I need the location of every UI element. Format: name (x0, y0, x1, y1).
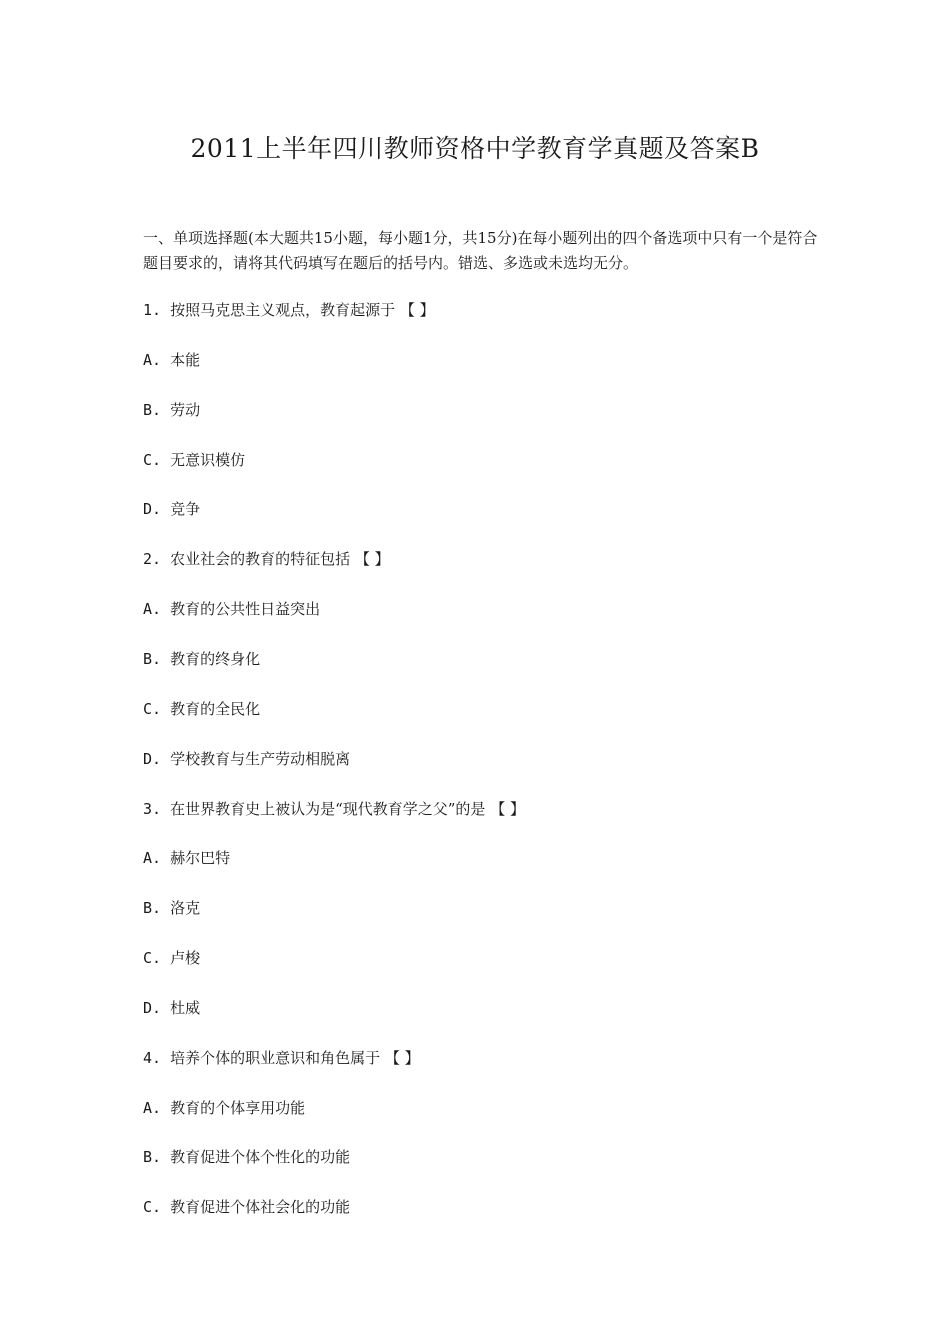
option-text: 赫尔巴特 (170, 849, 231, 867)
question-text: 按照马克思主义观点，教育起源于 【 】 (170, 301, 435, 319)
question-text: 培养个体的职业意识和角色属于 【 】 (170, 1049, 420, 1067)
option-text: 杜威 (170, 999, 201, 1017)
option-text: 教育的公共性日益突出 (170, 600, 321, 618)
answer-option (143, 1097, 305, 1119)
option-letter: D. (143, 750, 162, 768)
option-letter: B. (143, 899, 162, 917)
answer-option (143, 847, 230, 869)
option-letter: A. (143, 1099, 162, 1117)
option-letter: C. (143, 949, 162, 967)
option-text: 教育促进个体社会化的功能 (170, 1198, 351, 1216)
question-number: 3. (143, 800, 162, 818)
answer-option (143, 498, 200, 520)
option-text: 卢梭 (170, 949, 201, 967)
answer-option (143, 897, 200, 919)
option-text: 劳动 (170, 401, 201, 419)
option-text: 本能 (170, 351, 201, 369)
option-text: 教育促进个体个性化的功能 (170, 1148, 351, 1166)
answer-option (143, 598, 320, 620)
answer-option (143, 1146, 350, 1168)
option-letter: D. (143, 999, 162, 1017)
question-number: 4. (143, 1049, 162, 1067)
option-letter: B. (143, 401, 162, 419)
question-stem (143, 798, 525, 820)
question-stem (143, 1047, 420, 1069)
option-letter: C. (143, 1198, 162, 1216)
option-text: 教育的个体享用功能 (170, 1099, 306, 1117)
option-letter: B. (143, 1148, 162, 1166)
question-number: 2. (143, 550, 162, 568)
option-letter: A. (143, 600, 162, 618)
answer-option (143, 399, 200, 421)
question-stem (143, 299, 435, 321)
option-text: 无意识模仿 (170, 451, 246, 469)
option-text: 学校教育与生产劳动相脱离 (170, 750, 351, 768)
answer-option (143, 698, 260, 720)
question-text: 在世界教育史上被认为是“现代教育学之父”的是 【 】 (170, 800, 525, 818)
answer-option (143, 748, 350, 770)
option-text: 洛克 (170, 899, 201, 917)
option-letter: B. (143, 650, 162, 668)
answer-option (143, 1196, 350, 1218)
question-stem (143, 548, 390, 570)
option-letter: D. (143, 500, 162, 518)
option-text: 教育的终身化 (170, 650, 261, 668)
answer-option (143, 449, 245, 471)
question-text: 农业社会的教育的特征包括 【 】 (170, 550, 390, 568)
option-text: 竞争 (170, 500, 201, 518)
answer-option (143, 997, 200, 1019)
answer-option (143, 947, 200, 969)
section-intro: 一、单项选择题(本大题共15小题，每小题1分，共15分)在每小题列出的四个备选项中只有一个是符合题目要求的，请将其代码填写在题后的括号内。错选、多选或未选均无分。 (143, 229, 818, 272)
option-letter: A. (143, 351, 162, 369)
option-letter: A. (143, 849, 162, 867)
option-letter: C. (143, 700, 162, 718)
option-text: 教育的全民化 (170, 700, 261, 718)
option-letter: C. (143, 451, 162, 469)
answer-option (143, 349, 200, 371)
question-number: 1. (143, 301, 162, 319)
answer-option (143, 648, 260, 670)
document-title: 2011上半年四川教师资格中学教育学真题及答案B (190, 134, 760, 163)
